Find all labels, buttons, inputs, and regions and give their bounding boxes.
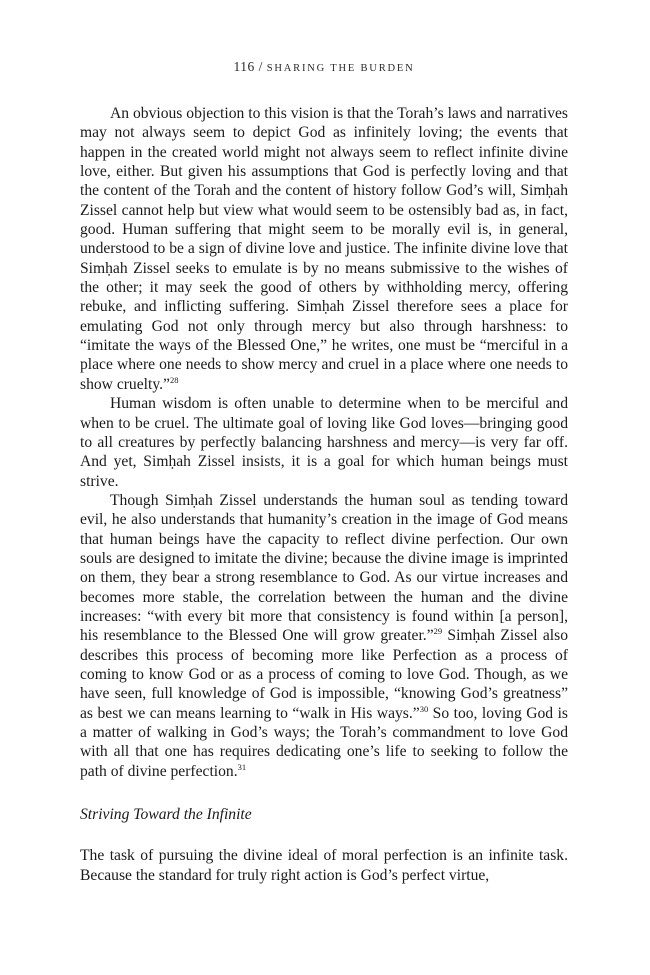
paragraph-3 <box>80 491 568 781</box>
body-text <box>80 104 568 885</box>
running-title: SHARING THE BURDEN <box>266 63 415 74</box>
footnote-ref-28: 28 <box>169 374 179 385</box>
paragraph-3-text-a: Though Simḥah Zissel understands the human soul as tending toward evil, he also understands that humanity’s creation in the image of God means that human beings have the capacity to reflect divine perfection. Our own souls are designed to imitate the divine; because the divine image is imprinted on them, they bear a strong resemblance to God. As our virtue increases and becomes more stable, the correlation between the human and the divine increases: “with every bit more that consistency is found within [a person], his resemblance to the Blessed One will grow greater.” <box>80 491 568 645</box>
paragraph-1 <box>80 104 568 394</box>
page-number: 116 <box>233 59 255 74</box>
footnote-ref-31: 31 <box>237 761 247 772</box>
paragraph-3-text-b: Simḥah Zissel also describes this process of becoming more like Perfection as a process of coming to know God or as a process of coming to love God. Though, as we have seen, full knowledge of God is impossible, “knowing God’s greatness” as best we can means learning to “walk in His ways.” <box>80 627 568 722</box>
paragraph-3-text-c: So too, loving God is a matter of walking in God’s ways; the Torah’s commandment to love God with all that one has requires dedicating one’s life to seeking to follow the path of divine perfection. <box>80 704 568 780</box>
section-opening-paragraph: The task of pursuing the divine ideal of moral perfection is an infinite task. Because the standard for truly right action is God’s perfect virtue, <box>80 847 568 884</box>
paragraph-2-text: Human wisdom is often unable to determine when to be merciful and when to be cruel. The ultimate goal of loving like God loves—bringing good to all creatures by perfectly balancing harshness and mercy—is very far off. And yet, Simḥah Zissel insists, it is a goal for which human beings must strive. <box>80 395 568 490</box>
paragraph-2 <box>80 394 568 491</box>
paragraph-1-text: An obvious objection to this vision is that the Torah’s laws and narratives may not always seem to depict God as infinitely loving; the events that happen in the created world might not always seem to reflect infinite divine love, either. But given his assumptions that God is perfectly loving and that the content of the Torah and the content of history follow God’s will, Simḥah Zissel cannot help but view what would seem to be ostensibly bad as, in fact, good. Human suffering that might seem to be morally evil is, in general, understood to be a sign of divine love and justice. The infinite divine love that Simḥah Zissel seeks to emulate is by no means submissive to the wishes of the other; it may seek the good of others by withholding mercy, offering rebuke, and inflicting suffering. Simḥah Zissel therefore sees a place for emulating God not only through mercy but also through harshness: to “imitate the ways of the Blessed One,” he writes, one must be “merciful in a place where one needs to show mercy and cruel in a place where one needs to show cruelty.” <box>80 105 568 393</box>
book-page <box>80 0 568 975</box>
footnote-ref-29: 29 <box>433 626 443 637</box>
running-head <box>80 59 568 75</box>
running-head-separator: / <box>258 59 263 74</box>
footnote-ref-30: 30 <box>419 703 429 714</box>
section-heading: Striving Toward the Infinite <box>80 806 252 824</box>
